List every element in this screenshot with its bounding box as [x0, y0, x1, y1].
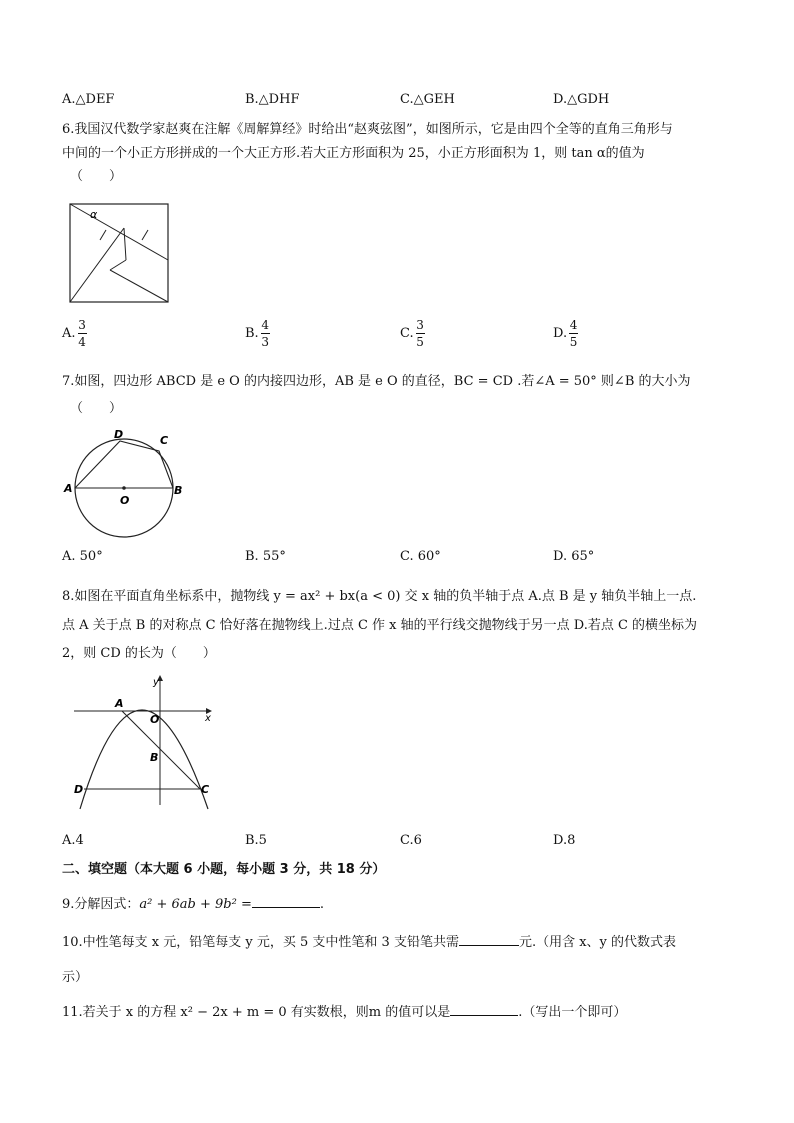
- q7-label-a: A: [64, 482, 73, 495]
- q7-option-c: C. 60°: [400, 549, 441, 564]
- q5-option-c: C.△GEH: [400, 92, 455, 107]
- q10-stem-line2: 示）: [62, 970, 89, 985]
- q8-label-d: D: [74, 783, 84, 796]
- q7-label-d: D: [114, 428, 124, 441]
- q7-stem-line1: 7.如图，四边形 ABCD 是 e O 的内接四边形，AB 是 e O 的直径，BC = CD .若∠A = 50° 则∠B 的大小为: [62, 374, 691, 389]
- q8-stem-line2: 点 A 关于点 B 的对称点 C 恰好落在抛物线上.过点 C 作 x 轴的平行线交抛物线于另一点 D.若点 C 的横坐标为: [62, 618, 698, 633]
- q8-label-a: A: [115, 697, 124, 710]
- q8-option-d: D.8: [553, 833, 576, 848]
- q5-option-b: B.△DHF: [245, 92, 300, 107]
- q7-label-b: B: [174, 484, 183, 497]
- q6-figure-zhaoshuang: [66, 200, 172, 306]
- q10-stem-line1: 10.中性笔每支 x 元，铅笔每支 y 元，买 5 支中性笔和 3 支铅笔共需 元.（用含 x、y 的代数式表: [62, 935, 677, 950]
- q6-option-a: A. $\frac{3}{4}$: [62, 318, 86, 349]
- q7-paren: （ ）: [70, 401, 123, 416]
- q9-stem: 9.分解因式：a² + 6ab + 9b² = .: [62, 897, 324, 912]
- q9-answer-blank[interactable]: [252, 907, 320, 908]
- q6-option-c: C. $\frac{3}{5}$: [400, 318, 424, 349]
- section-fill-in-blank-title: 二、填空题（本大题 6 小题，每小题 3 分，共 18 分）: [62, 862, 386, 877]
- q11-answer-blank[interactable]: [450, 1015, 518, 1016]
- q7-option-b: B. 55°: [245, 549, 286, 564]
- q8-label-o: O: [150, 713, 160, 726]
- q10-answer-blank[interactable]: [459, 945, 519, 946]
- q8-option-c: C.6: [400, 833, 422, 848]
- q8-label-b: B: [150, 751, 159, 764]
- q7-figure-circle: [62, 422, 192, 542]
- q7-option-a: A. 50°: [62, 549, 103, 564]
- q7-label-o: O: [120, 494, 130, 507]
- q8-label-c: C: [201, 783, 210, 796]
- q5-option-d: D.△GDH: [553, 92, 610, 107]
- q6-stem-line1: 6.我国汉代数学家赵爽在注解《周解算经》时给出“赵爽弦图”，如图所示，它是由四个全等的直角三角形与: [62, 122, 673, 137]
- q6-option-b: B. $\frac{4}{3}$: [245, 318, 269, 349]
- q8-figure-parabola: [70, 673, 220, 813]
- q5-option-a: A.△DEF: [62, 92, 115, 107]
- q8-option-a: A.4: [62, 833, 84, 848]
- q6-option-d: D. $\frac{4}{5}$: [553, 318, 578, 349]
- q8-label-y: y: [153, 677, 159, 688]
- q8-label-x: x: [205, 713, 211, 724]
- q7-label-c: C: [160, 434, 169, 447]
- q6-paren: （ ）: [70, 169, 123, 184]
- q6-alpha-label: α: [90, 208, 98, 221]
- q8-option-b: B.5: [245, 833, 267, 848]
- q7-option-d: D. 65°: [553, 549, 595, 564]
- q11-stem: 11.若关于 x 的方程 x² − 2x + m = 0 有实数根，则m 的值可以是 .（写出一个即可）: [62, 1005, 627, 1020]
- q6-stem-line2: 中间的一个小正方形拼成的一个大正方形.若大正方形面积为 25，小正方形面积为 1，则 tan α的值为: [62, 146, 645, 161]
- q8-stem-line1: 8.如图在平面直角坐标系中，抛物线 y = ax² + bx(a < 0) 交 x 轴的负半轴于点 A.点 B 是 y 轴负半轴上一点.: [62, 589, 697, 604]
- q8-stem-line3: 2，则 CD 的长为（ ）: [62, 646, 216, 661]
